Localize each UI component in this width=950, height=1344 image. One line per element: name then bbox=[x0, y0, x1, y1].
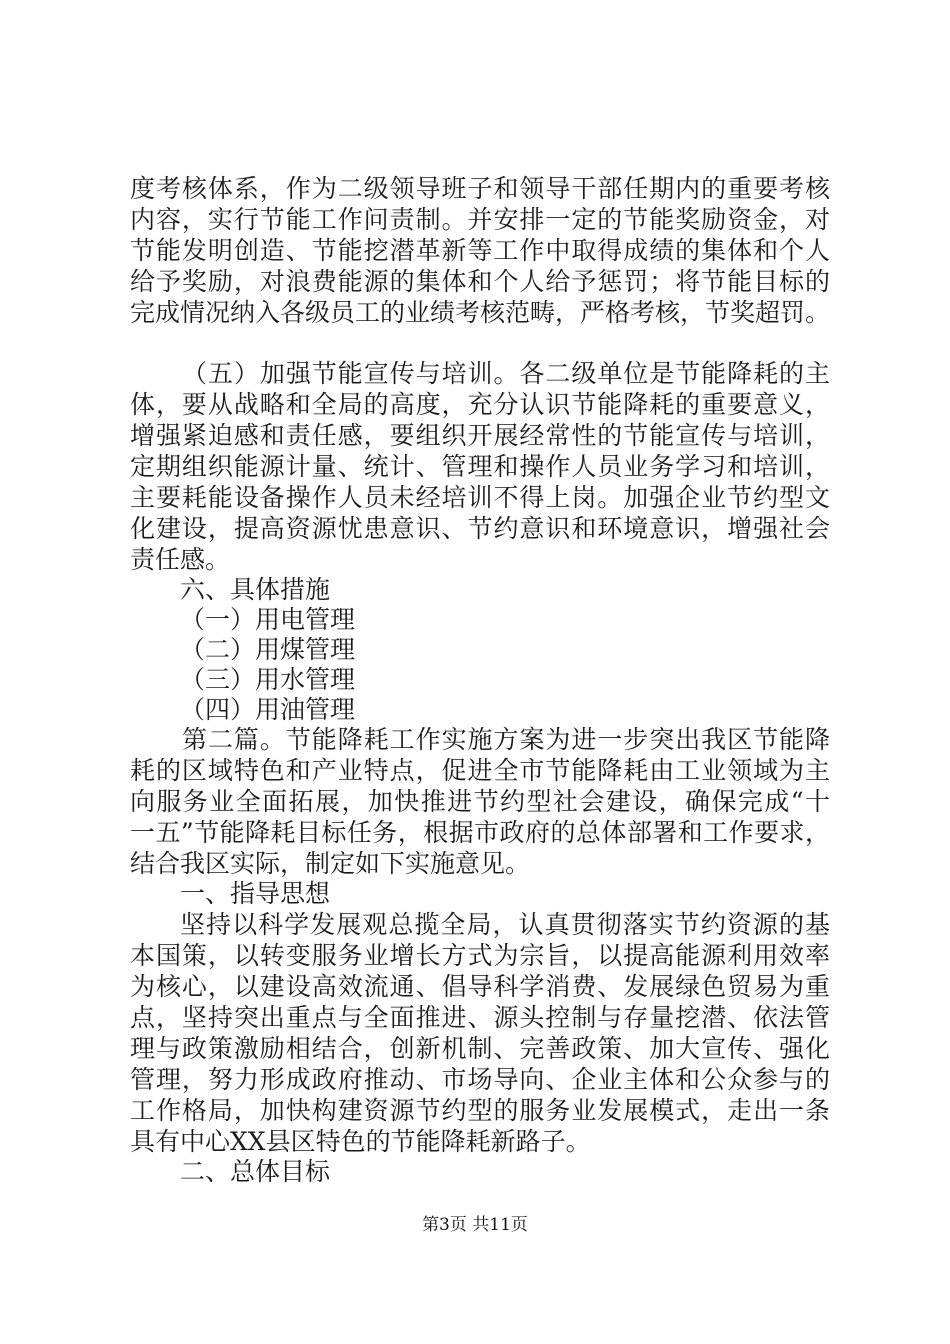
text-line: 体，要从战略和全局的高度，充分认识节能降耗的重要意义， bbox=[130, 390, 830, 419]
text-line: 定期组织能源计量、统计、管理和操作人员业务学习和培训， bbox=[130, 452, 830, 481]
text-line: 给予奖励，对浪费能源的集体和个人给予惩罚；将节能目标的 bbox=[130, 267, 830, 296]
text-line: 坚持以科学发展观总揽全局，认真贯彻落实节约资源的基 bbox=[180, 910, 830, 939]
paragraph-heading: （五）加强节能宣传与培训。各二级单位是节能降耗的主 bbox=[182, 359, 830, 388]
text-line: 度考核体系，作为二级领导班子和领导干部任期内的重要考核 bbox=[130, 174, 830, 203]
text-line: 向服务业全面拓展，加快推进节约型社会建设，确保完成“十 bbox=[130, 787, 830, 816]
text-line: 耗的区域特色和产业特点，促进全市节能降耗由工业领域为主 bbox=[130, 756, 830, 785]
text-line: 本国策，以转变服务业增长方式为宗旨，以提高能源利用效率 bbox=[130, 941, 830, 970]
text-line: 化建设，提高资源忧患意识、节约意识和环境意识，增强社会 bbox=[130, 514, 830, 543]
section-heading: 六、具体措施 bbox=[180, 575, 331, 604]
section-heading: 一、指导思想 bbox=[180, 879, 331, 908]
text-line: 内容，实行节能工作问责制。并安排一定的节能奖励资金，对 bbox=[130, 205, 830, 234]
text-line: 增强紧迫感和责任感，要组织开展经常性的节能宣传与培训， bbox=[130, 421, 830, 450]
text-line: 一五”节能降耗目标任务，根据市政府的总体部署和工作要求， bbox=[130, 818, 830, 847]
text-line: 管理，努力形成政府推动、市场导向、企业主体和公众参与的 bbox=[130, 1065, 830, 1094]
text-line: 工作格局，加快构建资源节约型的服务业发展模式，走出一条 bbox=[130, 1096, 830, 1125]
list-item: （三）用水管理 bbox=[180, 665, 356, 694]
page-number: 第3页 共11页 bbox=[422, 1215, 528, 1235]
text-line: 完成情况纳入各级员工的业绩考核范畴，严格考核，节奖超罚。 bbox=[130, 298, 831, 327]
section-heading: 二、总体目标 bbox=[180, 1157, 331, 1186]
text-line: 具有中心XX县区特色的节能降耗新路子。 bbox=[130, 1127, 591, 1156]
list-item: （一）用电管理 bbox=[180, 605, 356, 634]
paragraph-heading: 第二篇。节能降耗工作实施方案为进一步突出我区节能降 bbox=[182, 725, 830, 754]
text-line: 点，坚持突出重点与全面推进、源头控制与存量挖潜、依法管 bbox=[130, 1003, 830, 1032]
text-line: 责任感。 bbox=[130, 545, 231, 574]
list-item: （二）用煤管理 bbox=[180, 635, 356, 664]
text-line: 结合我区实际，制定如下实施意见。 bbox=[130, 849, 531, 878]
text-line: 为核心，以建设高效流通、倡导科学消费、发展绿色贸易为重 bbox=[130, 972, 830, 1001]
text-line: 节能发明创造、节能挖潜革新等工作中取得成绩的集体和个人 bbox=[130, 236, 830, 265]
text-line: 主要耗能设备操作人员未经培训不得上岗。加强企业节约型文 bbox=[130, 483, 830, 512]
list-item: （四）用油管理 bbox=[180, 695, 356, 724]
text-line: 理与政策激励相结合，创新机制、完善政策、加大宣传、强化 bbox=[130, 1034, 830, 1063]
